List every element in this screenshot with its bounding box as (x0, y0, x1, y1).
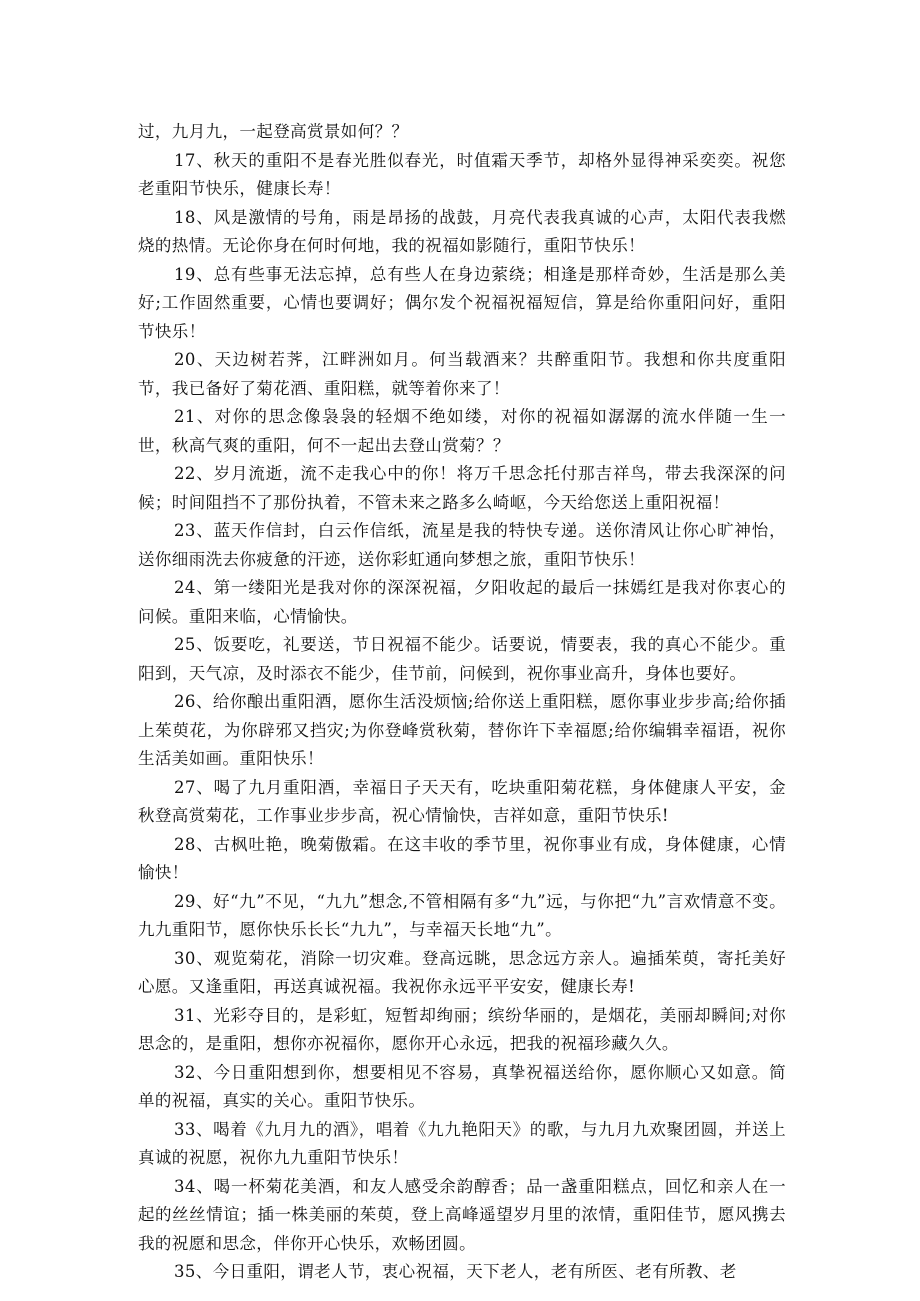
paragraph-32: 32、今日重阳想到你，想要相见不容易，真挚祝福送给你，愿你顺心又如意。简单的祝福，真实的关心。重阳节快乐。 (138, 1062, 786, 1110)
paragraph-22: 22、岁月流逝，流不走我心中的你！将万千思念托付那吉祥鸟，带去我深深的问候；时间阻挡不了那份执着，不管未来之路多么崎岖，今天给您送上重阳祝福！ (138, 464, 786, 512)
paragraph-30: 30、观览菊花，消除一切灾难。登高远眺，思念远方亲人。遍插茱萸，寄托美好心愿。又逢重阳，再送真诚祝福。我祝你永远平平安安，健康长寿! (138, 948, 786, 996)
paragraph-24: 24、第一缕阳光是我对你的深深祝福，夕阳收起的最后一抹嫣红是我对你衷心的问候。重阳来临，心情愉快。 (138, 578, 786, 626)
paragraph-17: 17、秋天的重阳不是春光胜似春光，时值霜天季节，却格外显得神采奕奕。祝您老重阳节快乐，健康长寿！ (138, 150, 786, 198)
paragraph-25: 25、饭要吃，礼要送，节日祝福不能少。话要说，情要表，我的真心不能少。重阳到，天气凉，及时添衣不能少，佳节前，问候到，祝你事业高升，身体也要好。 (138, 635, 786, 683)
paragraph-23: 23、蓝天作信封，白云作信纸，流星是我的特快专递。送你清风让你心旷神怡，送你细雨洗去你疲惫的汗迹，送你彩虹通向梦想之旅，重阳节快乐！ (138, 521, 786, 569)
paragraph-34: 34、喝一杯菊花美酒，和友人感受余韵醇香；品一盏重阳糕点，回忆和亲人在一起的丝丝情谊；插一株美丽的茱萸，登上高峰遥望岁月里的浓情，重阳佳节，愿风携去我的祝愿和思念，伴你开心快乐，欢畅团圆。 (138, 1176, 786, 1253)
paragraph-20: 20、天边树若荠，江畔洲如月。何当载酒来？共醉重阳节。我想和你共度重阳节，我已备好了菊花酒、重阳糕，就等着你来了！ (138, 350, 786, 398)
paragraph-35: 35、今日重阳，谓老人节，衷心祝福，天下老人，老有所医、老有所教、老 (174, 1262, 737, 1281)
paragraph-continuation: 过，九月九，一起登高赏景如何？？ (138, 122, 409, 141)
document-page (138, 118, 786, 1287)
paragraph-27: 27、喝了九月重阳酒，幸福日子天天有，吃块重阳菊花糕，身体健康人平安，金秋登高赏菊花，工作事业步步高，祝心情愉快，吉祥如意，重阳节快乐! (138, 777, 786, 825)
paragraph-33: 33、喝着《九月九的酒》，唱着《九九艳阳天》的歌，与九月九欢聚团圆，并送上真诚的祝愿，祝你九九重阳节快乐！ (138, 1119, 786, 1167)
paragraph-31: 31、光彩夺目的，是彩虹，短暂却绚丽；缤纷华丽的，是烟花，美丽却瞬间;对你思念的，是重阳，想你亦祝福你，愿你开心永远，把我的祝福珍藏久久。 (138, 1005, 786, 1053)
paragraph-29: 29、好“九”不见，“九九”想念,不管相隔有多“九”远，与你把“九”言欢情意不变。九九重阳节，愿你快乐长长“九九”，与幸福天长地“九”。 (138, 891, 786, 939)
paragraph-26: 26、给你酿出重阳酒，愿你生活没烦恼;给你送上重阳糕，愿你事业步步高;给你插上茱萸花，为你辟邪又挡灾;为你登峰赏秋菊，替你许下幸福愿;给你编辑幸福语，祝你生活美如画。重阳快乐！ (138, 692, 786, 768)
paragraph-21: 21、对你的思念像袅袅的轻烟不绝如缕，对你的祝福如潺潺的流水伴随一生一世，秋高气爽的重阳，何不一起出去登山赏菊？？ (138, 407, 786, 455)
paragraph-28: 28、古枫吐艳，晚菊傲霜。在这丰收的季节里，祝你事业有成，身体健康，心情愉快！ (138, 834, 786, 882)
paragraph-18: 18、风是激情的号角，雨是昂扬的战鼓，月亮代表我真诚的心声，太阳代表我燃烧的热情。无论你身在何时何地，我的祝福如影随行，重阳节快乐！ (138, 207, 786, 255)
paragraph-19: 19、总有些事无法忘掉，总有些人在身边萦绕；相逢是那样奇妙，生活是那么美好;工作固然重要，心情也要调好；偶尔发个祝福祝福短信，算是给你重阳问好，重阳节快乐！ (138, 264, 786, 341)
